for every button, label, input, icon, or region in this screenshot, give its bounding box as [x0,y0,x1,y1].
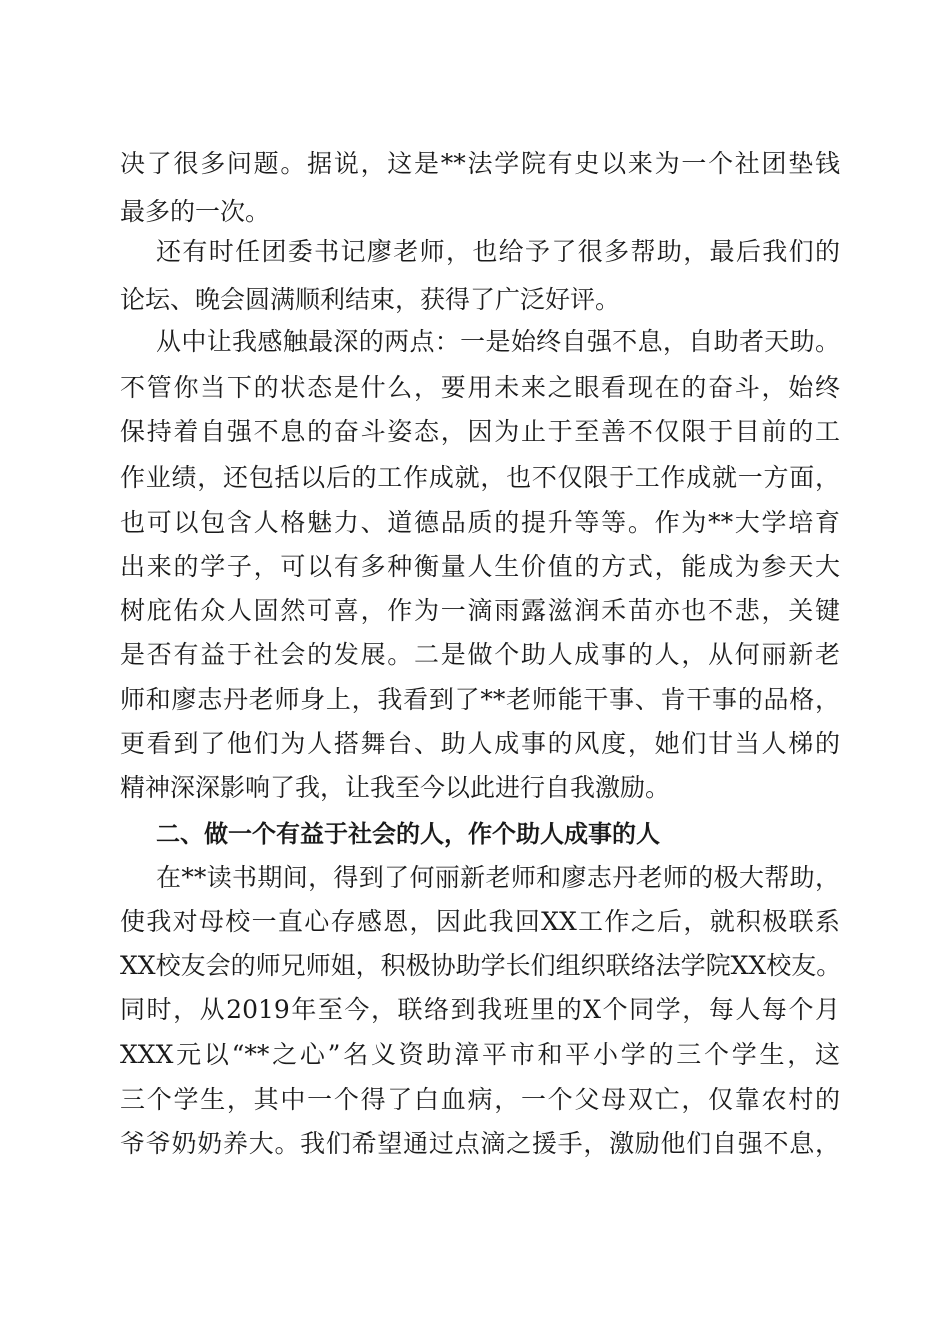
text-line: 精神深深影响了我，让我至今以此进行自我激励。 [120,773,671,802]
text-line: 作业绩，还包括以后的工作成就，也不仅限于工作成就一方面， [120,463,840,492]
text-line: 也可以包含人格魅力、道德品质的提升等等。作为**大学培育 [120,508,840,537]
text-line: 保持着自强不息的奋斗姿态，因为止于至善不仅限于目前的工 [120,417,840,446]
section-heading: 二、做一个有益于社会的人，作个助人成事的人 [156,820,660,848]
text-line: 更看到了他们为人搭舞台、助人成事的风度，她们甘当人梯的 [120,729,840,758]
text-line: 论坛、晚会圆满顺利结束，获得了广泛好评。 [120,285,621,314]
text-line: XX校友会的师兄师姐，积极协助学长们组织联络法学院XX校友。 [120,951,842,980]
text-line: 决了很多问题。据说，这是**法学院有史以来为一个社团垫钱 [120,149,840,178]
text-line: XXX元以“**之心”名义资助漳平市和平小学的三个学生，这 [120,1040,840,1069]
text-line: 是否有益于社会的发展。二是做个助人成事的人，从何丽新老 [120,640,840,669]
text-line: 师和廖志丹老师身上，我看到了**老师能干事、肯干事的品格， [120,685,840,714]
text-line: 出来的学子，可以有多种衡量人生价值的方式，能成为参天大 [120,552,840,581]
text-line: 还有时任团委书记廖老师，也给予了很多帮助，最后我们的 [156,237,840,266]
text-line: 爷爷奶奶养大。我们希望通过点滴之援手，激励他们自强不息， [120,1129,840,1158]
text-line: 在**读书期间，得到了何丽新老师和廖志丹老师的极大帮助， [156,863,840,892]
text-line: 不管你当下的状态是什么，要用未来之眼看现在的奋斗，始终 [120,373,840,402]
text-line: 同时，从2019年至今，联络到我班里的X个同学，每人每个月 [120,995,840,1024]
text-line: 树庇佑众人固然可喜，作为一滴雨露滋润禾苗亦也不悲，关键 [120,596,840,625]
text-line: 最多的一次。 [120,197,271,226]
text-line: 从中让我感触最深的两点：一是始终自强不息，自助者天助。 [156,327,840,356]
text-line: 三个学生，其中一个得了白血病，一个父母双亡，仅靠农村的 [120,1085,840,1114]
text-line: 使我对母校一直心存感恩，因此我回XX工作之后，就积极联系 [120,907,840,936]
